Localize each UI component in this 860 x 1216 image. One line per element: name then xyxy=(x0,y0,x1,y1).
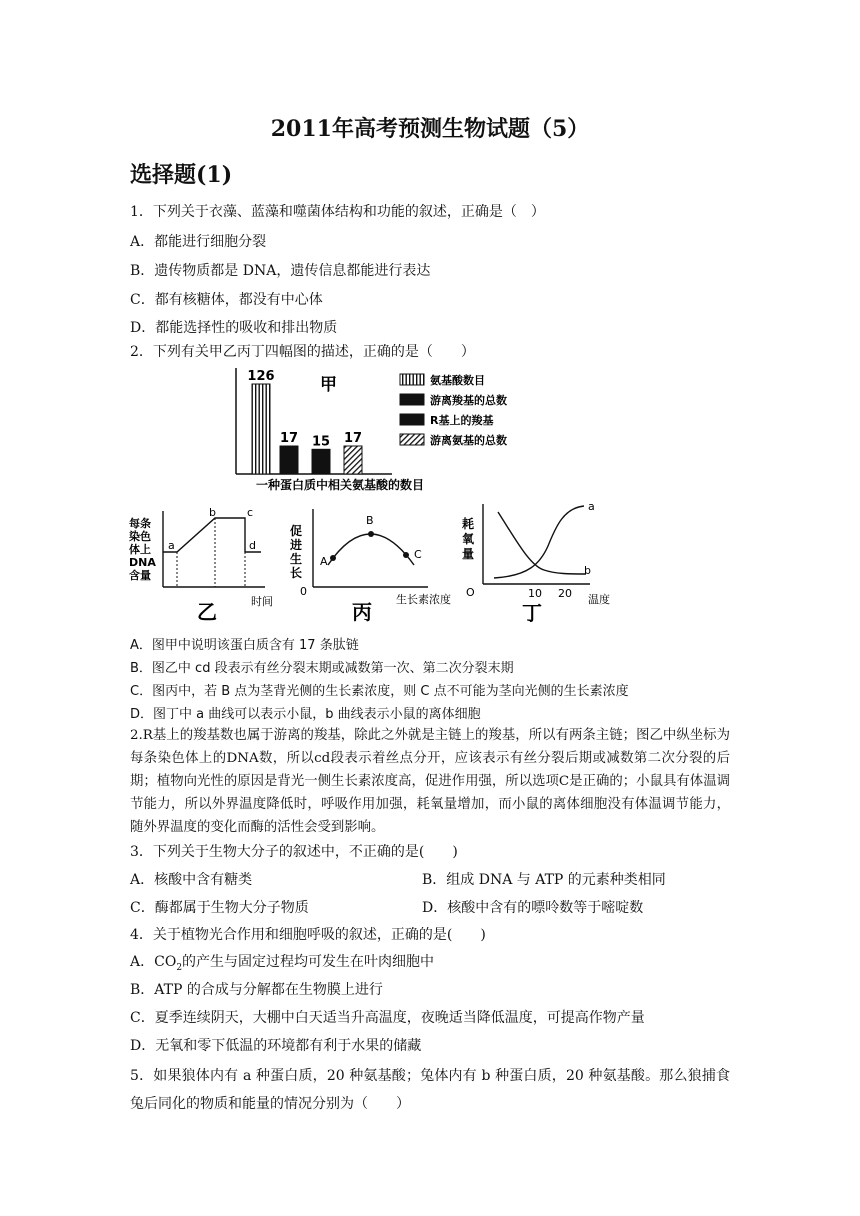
q4-option-b: B．ATP 的合成与分解都在生物膜上进行 xyxy=(130,982,383,998)
yi-xlabel: 时间 xyxy=(251,595,273,608)
bing-ylabel-1: 促 xyxy=(290,524,303,538)
q4-option-d: D．无氧和零下低温的环境都有利于水果的储藏 xyxy=(130,1038,422,1054)
yi-ylabel-3: 体上 xyxy=(129,543,151,556)
q3-option-b: B．组成 DNA 与 ATP 的元素种类相同 xyxy=(422,872,666,888)
figure-yi-graph xyxy=(125,505,285,625)
bing-point-c: C xyxy=(414,548,422,561)
ding-ylabel-3: 量 xyxy=(462,547,475,561)
ding-panel-label: 丁 xyxy=(522,601,542,625)
bing-ylabel-4: 长 xyxy=(290,566,303,580)
q3-option-a: A．核酸中含有糖类 xyxy=(130,872,253,888)
yi-ylabel-4: DNA xyxy=(129,556,156,569)
q1-option-d: D．都能选择性的吸收和排出物质 xyxy=(130,320,338,336)
q2-option-d: D．图丁中 a 曲线可以表示小鼠，b 曲线表示小鼠的离体细胞 xyxy=(130,707,481,722)
jia-legend-swatch-4 xyxy=(400,434,424,445)
jia-legend-label-2: 游离羧基的总数 xyxy=(430,394,507,407)
bing-ylabel-3: 生 xyxy=(290,552,303,566)
q3-stem: 3．下列关于生物大分子的叙述中，不正确的是( ) xyxy=(130,844,458,860)
q2-option-c: C．图丙中，若 B 点为茎背光侧的生长素浓度，则 C 点不可能为茎向光侧的生长素浓度 xyxy=(130,684,629,699)
bing-curve xyxy=(328,534,414,565)
q4-option-c: C．夏季连续阴天，大棚中白天适当升高温度，夜晚适当降低温度，可提高作物产量 xyxy=(130,1010,645,1026)
ding-curve-a-label: a xyxy=(588,500,595,513)
q2-option-a: A．图甲中说明该蛋白质含有 17 条肽链 xyxy=(130,638,359,653)
q3-option-d: D．核酸中含有的嘌呤数等于嘧啶数 xyxy=(422,900,644,916)
yi-point-a: a xyxy=(168,539,175,552)
jia-legend-label-1: 氨基酸数目 xyxy=(430,374,485,387)
q5-stem: 5．如果狼体内有 a 种蛋白质，20 种氨基酸；兔体内有 b 种蛋白质，20 种氨基酸。那么狼捕食兔后同化的物质和能量的情况分别为（ ） xyxy=(130,1068,730,1112)
ding-tick-20: 20 xyxy=(558,587,572,600)
yi-ylabel-5: 含量 xyxy=(129,569,151,582)
jia-legend-swatch-2 xyxy=(400,394,424,405)
ding-xlabel: 温度 xyxy=(588,593,610,606)
q2-stem: 2．下列有关甲乙丙丁四幅图的描述，正确的是（ ） xyxy=(130,344,475,360)
jia-legend-swatch-3 xyxy=(400,414,424,425)
q3-option-c: C．酶都属于生物大分子物质 xyxy=(130,900,309,916)
jia-bar-label-2: 17 xyxy=(279,431,299,446)
jia-legend-label-3: R基上的羧基 xyxy=(430,414,494,427)
q4-stem: 4．关于植物光合作用和细胞呼吸的叙述，正确的是( ) xyxy=(130,927,486,943)
q2-option-b: B．图乙中 cd 段表示有丝分裂末期或减数第一次、第二次分裂末期 xyxy=(130,661,514,676)
q1-option-b: B．遗传物质都是 DNA，遗传信息都能进行表达 xyxy=(130,263,431,279)
yi-point-b: b xyxy=(209,506,216,519)
q1-option-a: A．都能进行细胞分裂 xyxy=(130,234,267,250)
page-title: 2011年高考预测生物试题（5） xyxy=(270,116,590,142)
jia-bar-label-4: 17 xyxy=(343,431,363,446)
q4-option-a: A．$CO_2$的产生与固定过程均可发生在叶肉细胞中 xyxy=(130,954,435,973)
section-heading: 选择题(1) xyxy=(130,162,233,188)
q1-stem: 1．下列关于衣藻、蓝藻和噬菌体结构和功能的叙述，正确是（ ） xyxy=(130,204,545,220)
yi-point-d: d xyxy=(249,539,256,552)
ding-ylabel-2: 氧 xyxy=(462,532,475,546)
ding-ylabel-1: 耗 xyxy=(462,517,475,531)
figure-ding-graph xyxy=(458,500,628,625)
bing-panel-label: 丙 xyxy=(352,600,372,624)
jia-caption: 一种蛋白质中相关氨基酸的数目 xyxy=(255,478,425,492)
bing-origin: 0 xyxy=(300,585,307,598)
q2-explanation: 2.R基上的羧基数也属于游离的羧基，除此之外就是主链上的羧基，所以有两条主链；图乙中纵坐标为每条染色体上的DNA数，所以cd段表示着丝点分开，应该表示有丝分裂后期或减数第二次分裂的后期；植物向光性的原因是背光一侧生长素浓度高，促进作用强，所以选项C是正确的；小鼠具有体温调节能力，所以外界温度降低时，呼吸作用加强，耗氧量增加，而小鼠的离体细胞没有体温调节能力，随外界温度的变化而酶的活性会受到影响。 xyxy=(130,728,730,835)
yi-curve xyxy=(163,518,261,552)
yi-ylabel-1: 每条 xyxy=(129,517,151,530)
bing-point-a: A xyxy=(320,555,328,568)
figure-bing-graph xyxy=(286,505,456,625)
jia-legend-swatch-1 xyxy=(400,374,424,385)
yi-point-c: c xyxy=(247,506,254,519)
figure-jia-bar-chart xyxy=(220,362,540,494)
q1-option-c: C．都有核糖体，都没有中心体 xyxy=(130,292,323,308)
jia-panel-label: 甲 xyxy=(320,375,337,395)
bing-ylabel-2: 进 xyxy=(290,538,303,552)
ding-origin: O xyxy=(466,586,475,599)
jia-bar-label-1: 126 xyxy=(247,369,275,384)
jia-bar-3 xyxy=(312,449,330,474)
ding-curve-b-label: b xyxy=(584,564,591,577)
yi-ylabel-2: 染色 xyxy=(129,530,151,543)
ding-tick-10: 10 xyxy=(528,587,542,600)
jia-bar-2 xyxy=(280,446,298,474)
yi-panel-label: 乙 xyxy=(197,600,217,624)
jia-bar-1 xyxy=(252,384,270,474)
bing-xlabel: 生长素浓度 xyxy=(396,593,451,606)
ding-curve-b xyxy=(498,512,586,574)
bing-point-b: B xyxy=(366,514,374,527)
jia-legend-label-4: 游离氨基的总数 xyxy=(430,434,507,447)
jia-bar-4 xyxy=(344,446,362,474)
jia-bar-label-3: 15 xyxy=(311,434,331,450)
